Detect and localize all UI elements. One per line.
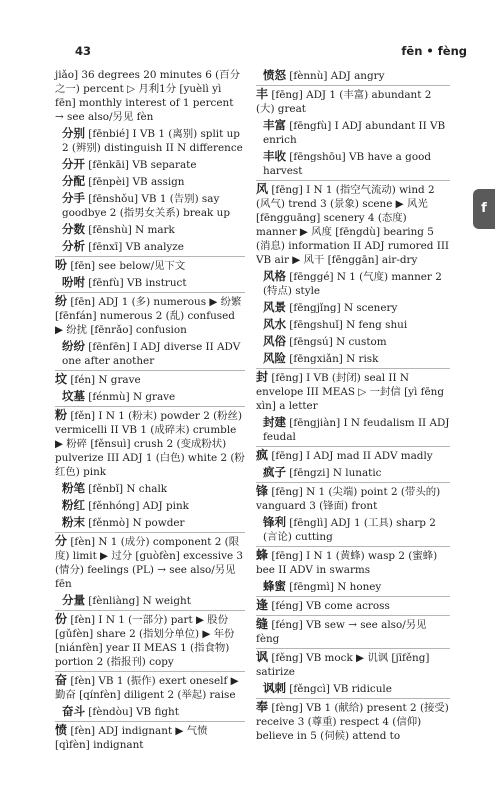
entry-definition: [fēnxī] VB analyze bbox=[85, 241, 184, 253]
entry-definition: [fēng] I ADJ mad II ADV madly bbox=[268, 450, 433, 462]
entry-definition: [fènliàng] N weight bbox=[85, 595, 191, 607]
entry-definition: [fěnbǐ] N chalk bbox=[85, 483, 168, 495]
entry-headword: 蜂 bbox=[256, 548, 269, 562]
dictionary-entry bbox=[55, 406, 245, 479]
dictionary-entry bbox=[55, 174, 245, 189]
entry-headword: 奋 bbox=[55, 673, 68, 687]
entry-definition: [fènnù] ADJ angry bbox=[286, 70, 385, 82]
entry-headword: 奉 bbox=[256, 700, 269, 714]
dictionary-entry bbox=[256, 334, 450, 349]
entry-definition: [fēnfù] VB instruct bbox=[85, 277, 187, 289]
entry-headword: 粉红 bbox=[62, 498, 85, 512]
entry-definition: [fénmù] N grave bbox=[85, 391, 176, 403]
entry-headword: 讽 bbox=[256, 650, 269, 664]
entry-headword: 丰收 bbox=[263, 149, 286, 163]
entry-definition: [fěng] VB mock ▶ 讥讽 [jīfěng] satirize bbox=[256, 652, 430, 678]
dictionary-entry bbox=[256, 465, 450, 480]
dictionary-entry bbox=[55, 481, 245, 496]
dictionary-entry bbox=[256, 615, 450, 646]
dictionary-entry bbox=[256, 681, 450, 696]
entry-definition: [fēngshōu] VB have a good harvest bbox=[263, 151, 431, 177]
dictionary-entry bbox=[55, 370, 245, 387]
dictionary-entry bbox=[55, 593, 245, 608]
entry-definition: [fēnshù] N mark bbox=[85, 224, 175, 236]
entry-headword: 分量 bbox=[62, 593, 85, 607]
thumb-tab-letter: f bbox=[481, 201, 487, 216]
entry-headword: 纷 bbox=[55, 294, 68, 308]
entry-definition: [fēngjǐng] N scenery bbox=[286, 302, 398, 314]
entry-headword: 锋利 bbox=[263, 515, 286, 529]
entry-headword: 奋斗 bbox=[62, 704, 85, 718]
entry-definition: [fēnkāi] VB separate bbox=[85, 159, 197, 171]
entry-headword: 风俗 bbox=[263, 334, 286, 348]
entry-definition: [fēng] I N 1 (黄蜂) wasp 2 (蜜蜂) bee II ADV in swarms bbox=[256, 550, 438, 576]
entry-definition: [fēnshǒu] VB 1 (告别) say goodbye 2 (指男女关系) break up bbox=[62, 193, 230, 219]
dictionary-entry bbox=[256, 351, 450, 366]
entry-headword: 分析 bbox=[62, 239, 85, 253]
left-column bbox=[55, 68, 245, 754]
entry-headword: 封 bbox=[256, 370, 269, 384]
dictionary-entry bbox=[55, 275, 245, 290]
entry-headword: 分别 bbox=[62, 126, 85, 140]
entry-definition: [fēn] see below/见下文 bbox=[67, 260, 186, 272]
entry-definition: [fēngfù] I ADJ abundant II VB enrich bbox=[263, 120, 446, 146]
dictionary-entry bbox=[55, 498, 245, 513]
entry-headword: 粉末 bbox=[62, 515, 85, 529]
dictionary-entry bbox=[256, 85, 450, 116]
dictionary-entry bbox=[256, 300, 450, 315]
entry-headword: 风险 bbox=[263, 351, 286, 365]
dictionary-entry bbox=[256, 68, 450, 83]
entry-headword: 吩咐 bbox=[62, 275, 85, 289]
entry-headword: 疯 bbox=[256, 448, 269, 462]
entry-definition: [fēngmì] N honey bbox=[286, 581, 382, 593]
dictionary-entry bbox=[55, 126, 245, 155]
entry-headword: 吩 bbox=[55, 258, 68, 272]
running-head: fēn • fèng bbox=[401, 44, 467, 58]
entry-headword: 讽刺 bbox=[263, 681, 286, 695]
entry-definition: [fēngzi] N lunatic bbox=[286, 467, 382, 479]
entry-headword: 纷纷 bbox=[62, 339, 85, 353]
dictionary-entry bbox=[55, 671, 245, 702]
entry-definition: [fēng] ADJ 1 (丰富) abundant 2 (大) great bbox=[256, 89, 432, 115]
thumb-index-tab[interactable] bbox=[473, 189, 495, 229]
entry-headword: 份 bbox=[55, 612, 68, 626]
entry-definition: [fēngshuǐ] N feng shui bbox=[286, 319, 408, 331]
dictionary-entry bbox=[256, 415, 450, 444]
dictionary-entry bbox=[55, 339, 245, 368]
entry-definition: [fěnmò] N powder bbox=[85, 517, 185, 529]
entry-definition: [fèn] N 1 (成分) component 2 (限度) limit ▶ 过分 [guòfèn] excessive 3 (情分) feelings (PL) → see also/另见 fēn bbox=[55, 536, 244, 590]
entry-headword: 逢 bbox=[256, 598, 269, 612]
entry-headword: 锋 bbox=[256, 484, 269, 498]
entry-headword: 蜂蜜 bbox=[263, 579, 286, 593]
entry-definition: [fēng] I VB (封闭) seal II N envelope III MEAS ▷ 一封信 [yì fēng xìn] a letter bbox=[256, 372, 444, 412]
entry-definition: [fén] N grave bbox=[67, 374, 141, 386]
entry-definition: [fēngjiàn] I N feudalism II ADJ feudal bbox=[263, 417, 450, 443]
dictionary-entry bbox=[256, 118, 450, 147]
dictionary-entry bbox=[256, 269, 450, 298]
entry-headword: 愤怒 bbox=[263, 68, 286, 82]
entry-headword: 风 bbox=[256, 182, 269, 196]
entry-headword: 粉 bbox=[55, 408, 68, 422]
entry-definition: [fēnfēn] I ADJ diverse II ADV one after another bbox=[62, 341, 241, 367]
dictionary-entry bbox=[256, 149, 450, 178]
entry-headword: 丰 bbox=[256, 87, 269, 101]
entry-definition: [fēnbié] I VB 1 (离别) split up 2 (辨别) distinguish II N difference bbox=[62, 128, 243, 154]
entry-headword: 愤 bbox=[55, 723, 68, 737]
dictionary-entry bbox=[256, 317, 450, 332]
dictionary-entry bbox=[256, 579, 450, 594]
dictionary-entry bbox=[55, 532, 245, 591]
dictionary-entry bbox=[256, 368, 450, 413]
entry-definition: [fēng] I N 1 (指空气流动) wind 2 (风气) trend 3 (景象) scene ▶ 风光 [fēngguāng] scenery 4 (态度) manner ▶ 风度 [fēngdù] bearing 5 (消息) information II ADJ rumored III VB air ▶ 风干 [fēnggān] air-dry bbox=[256, 184, 450, 266]
entry-definition: [fěngcì] VB ridicule bbox=[286, 683, 392, 695]
dictionary-entry bbox=[256, 648, 450, 679]
entry-definition: [fèn] VB 1 (振作) exert oneself ▶ 勤奋 [qínfèn] diligent 2 (举起) raise bbox=[55, 675, 239, 701]
entry-headword: 分 bbox=[55, 534, 68, 548]
entry-headword: 坟墓 bbox=[62, 389, 85, 403]
dictionary-entry bbox=[256, 446, 450, 463]
entry-headword: 风水 bbox=[263, 317, 286, 331]
entry-definition: [fèndòu] VB fight bbox=[85, 706, 179, 718]
dictionary-entry bbox=[55, 389, 245, 404]
entry-headword: 粉笔 bbox=[62, 481, 85, 495]
entry-headword: 分开 bbox=[62, 157, 85, 171]
dictionary-entry bbox=[55, 721, 245, 752]
right-column bbox=[256, 68, 450, 745]
entry-headword: 缝 bbox=[256, 617, 269, 631]
entry-definition: [fèn] I N 1 (一部分) part ▶ 股份 [gǔfèn] share 2 (指划分单位) ▶ 年份 [niánfèn] year II MEAS 1 (指食物) portion 2 (指报刊) copy bbox=[55, 614, 235, 668]
entry-definition: [féng] VB sew → see also/另见 fèng bbox=[256, 619, 427, 645]
entry-definition: [fēngsú] N custom bbox=[286, 336, 387, 348]
entry-definition: [fēn] ADJ 1 (多) numerous ▶ 纷繁 [fēnfán] numerous 2 (乱) confused ▶ 纷扰 [fēnrǎo] confusion bbox=[55, 296, 242, 336]
entry-definition: [fēnpèi] VB assign bbox=[85, 176, 185, 188]
entry-definition: [fēngxiǎn] N risk bbox=[286, 353, 379, 365]
entry-definition: [fēng] N 1 (尖端) point 2 (带头的) vanguard 3 (锋面) front bbox=[256, 486, 441, 512]
entry-headword: 封建 bbox=[263, 415, 286, 429]
dictionary-entry bbox=[55, 68, 245, 124]
dictionary-entry bbox=[256, 546, 450, 577]
entry-definition: [fēnglì] ADJ 1 (工具) sharp 2 (言论) cutting bbox=[263, 517, 436, 543]
entry-headword: 分数 bbox=[62, 222, 85, 236]
entry-definition: [fěn] I N 1 (粉末) powder 2 (粉丝) vermicelli II VB 1 (成碎末) crumble ▶ 粉碎 [fěnsuì] crush 2 (变成粉状) pulverize III ADJ 1 (白色) white 2 (粉红色) pink bbox=[55, 410, 245, 478]
page-header bbox=[0, 44, 495, 62]
page-number: 43 bbox=[75, 44, 92, 58]
entry-headword: 分手 bbox=[62, 191, 85, 205]
entry-definition: [fèng] VB 1 (献给) present 2 (接受) receive 3 (尊重) respect 4 (信仰) believe in 5 (伺候) attend to bbox=[256, 702, 449, 742]
dictionary-entry bbox=[256, 698, 450, 743]
entry-definition: jiǎo] 36 degrees 20 minutes 6 (百分之一) percent ▷ 月利1分 [yuèlì yì fēn] monthly interest of 1 percent → see also/另见 fèn bbox=[55, 69, 241, 123]
dictionary-entry bbox=[256, 596, 450, 613]
dictionary-entry bbox=[256, 180, 450, 267]
entry-definition: [féng] VB come across bbox=[268, 600, 390, 612]
entry-definition: [fěnhóng] ADJ pink bbox=[85, 500, 189, 512]
dictionary-entry bbox=[256, 515, 450, 544]
entry-headword: 疯子 bbox=[263, 465, 286, 479]
dictionary-entry bbox=[55, 239, 245, 254]
dictionary-entry bbox=[55, 191, 245, 220]
dictionary-entry bbox=[55, 256, 245, 273]
dictionary-entry bbox=[256, 482, 450, 513]
entry-headword: 风景 bbox=[263, 300, 286, 314]
dictionary-entry bbox=[55, 292, 245, 337]
entry-headword: 分配 bbox=[62, 174, 85, 188]
dictionary-entry bbox=[55, 704, 245, 719]
dictionary-entry bbox=[55, 610, 245, 669]
dictionary-entry bbox=[55, 222, 245, 237]
entry-definition: [fèn] ADJ indignant ▶ 气愤 [qìfèn] indignant bbox=[55, 725, 208, 751]
entry-headword: 风格 bbox=[263, 269, 286, 283]
entry-definition: [fēnggé] N 1 (气度) manner 2 (特点) style bbox=[263, 271, 442, 297]
entry-headword: 坟 bbox=[55, 372, 68, 386]
dictionary-entry bbox=[55, 157, 245, 172]
entry-headword: 丰富 bbox=[263, 118, 286, 132]
dictionary-entry bbox=[55, 515, 245, 530]
